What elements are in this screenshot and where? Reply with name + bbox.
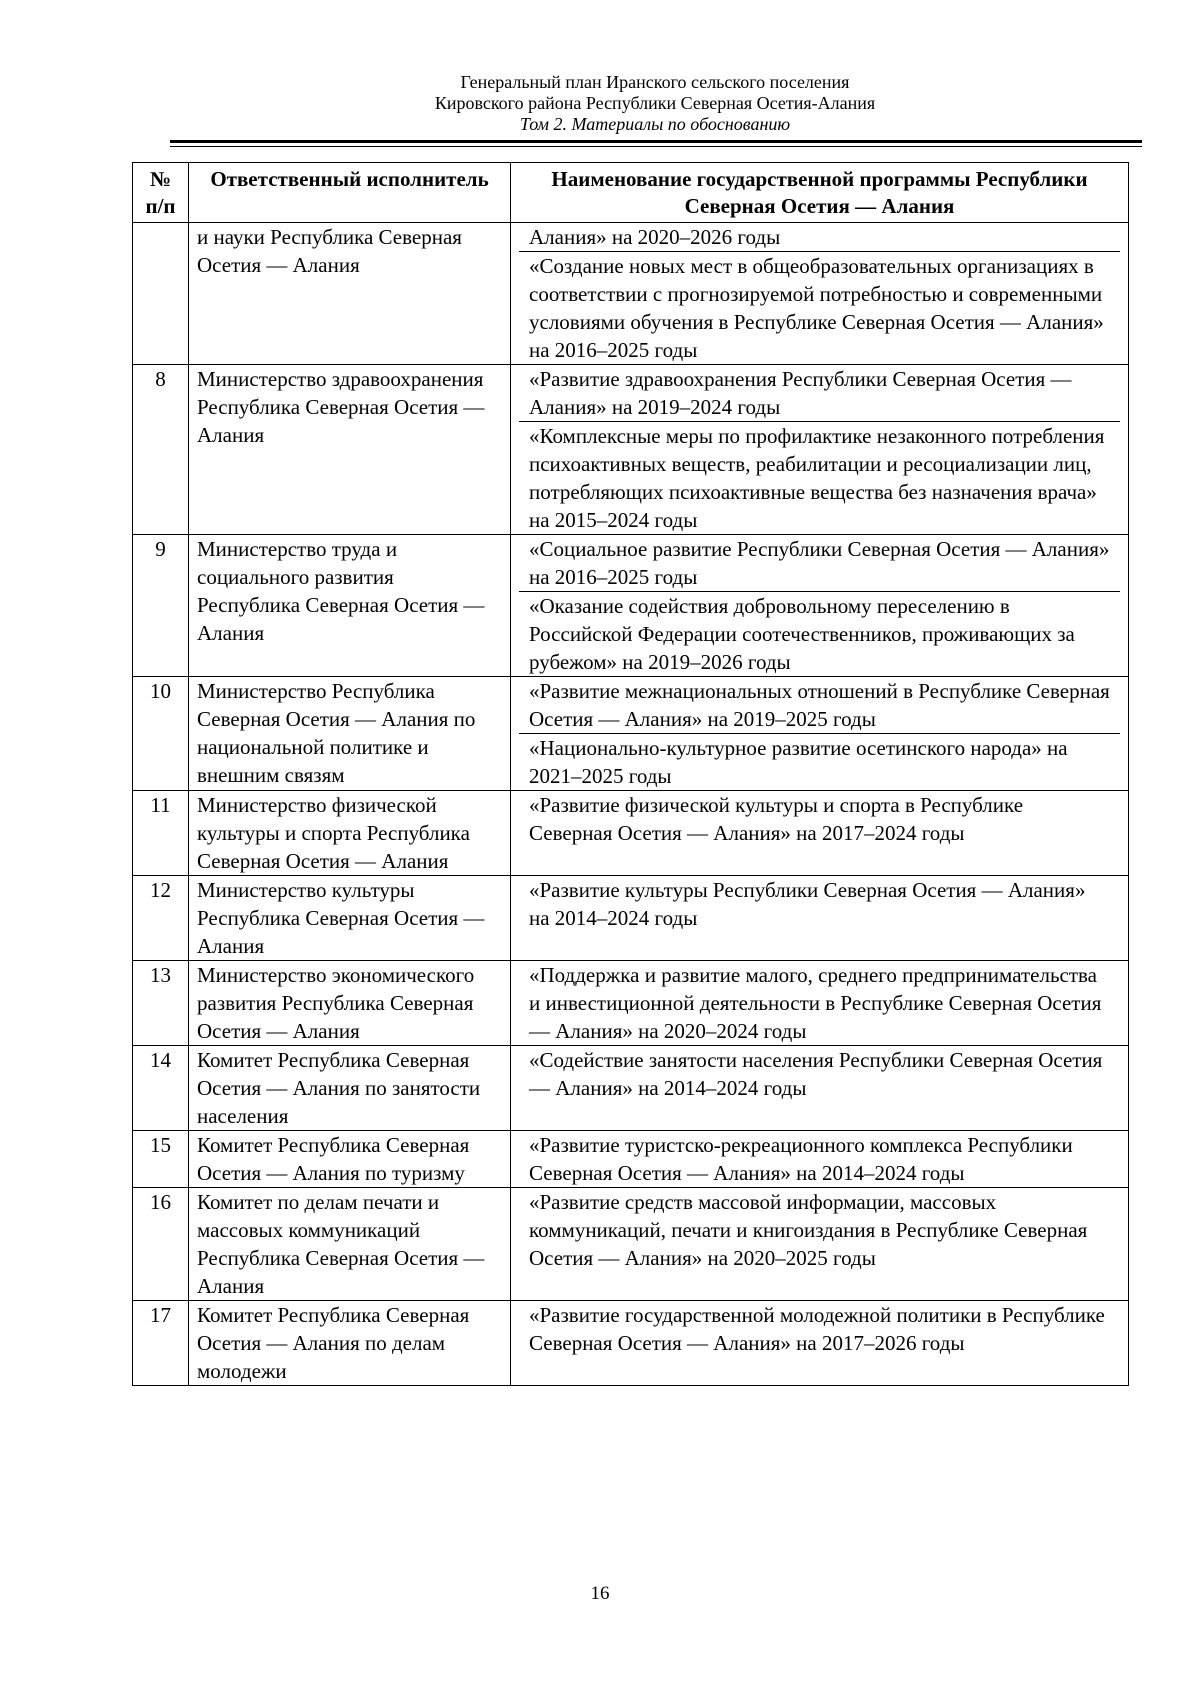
row-programs (511, 961, 1129, 1046)
row-executor: Комитет Республика Северная Осетия — Алания по занятости населения (189, 1046, 511, 1131)
row-number: 17 (133, 1301, 189, 1386)
header-line-2: Кировского района Республики Северная Осетия-Алания (434, 93, 876, 113)
header-line-1: Генеральный план Иранского сельского поселения (460, 72, 850, 92)
row-executor: Министерство экономического развития Республика Северная Осетия — Алания (189, 961, 511, 1046)
table-row (133, 535, 1129, 677)
row-executor: Комитет по делам печати и массовых коммуникаций Республика Северная Осетия — Алания (189, 1188, 511, 1301)
row-number: 16 (133, 1188, 189, 1301)
table-row (133, 876, 1129, 961)
row-programs (511, 1131, 1129, 1188)
row-programs (511, 365, 1129, 535)
row-number: 10 (133, 677, 189, 791)
table-row (133, 961, 1129, 1046)
program-name: «Национально-культурное развитие осетинского народа» на 2021–2025 годы (519, 733, 1120, 790)
program-name: «Развитие средств массовой информации, массовых коммуникаций, печати и книгоиздания в Республике Северная Осетия — Алания» на 2020–2025 годы (529, 1190, 1088, 1270)
row-number: 15 (133, 1131, 189, 1188)
table-row (133, 1046, 1129, 1131)
row-number: 14 (133, 1046, 189, 1131)
row-executor: Комитет Республика Северная Осетия — Алания по делам молодежи (189, 1301, 511, 1386)
row-programs (511, 1301, 1129, 1386)
table-row (133, 1131, 1129, 1188)
row-number: 13 (133, 961, 189, 1046)
header-rule-thick (170, 140, 1142, 143)
row-programs (511, 677, 1129, 791)
program-name: «Поддержка и развитие малого, среднего предпринимательства и инвестиционной деятельности в Республике Северная Осетия — Алания» на 2020–2024 годы (529, 963, 1102, 1043)
table-body (133, 223, 1129, 1386)
table-row (133, 1188, 1129, 1301)
row-number: 11 (133, 791, 189, 876)
header-rule-thin (170, 146, 1142, 147)
program-name: «Оказание содействия добровольному переселению в Российской Федерации соотечественников, проживающих за рубежом» на 2019–2026 годы (519, 591, 1120, 676)
table-header-row (133, 163, 1129, 223)
table-row (133, 791, 1129, 876)
program-name: Алания» на 2020–2026 годы (529, 225, 781, 249)
row-programs (511, 1188, 1129, 1301)
program-name: «Развитие межнациональных отношений в Республике Северная Осетия — Алания» на 2019–2025 годы (529, 679, 1110, 731)
row-executor: Министерство труда и социального развития Республика Северная Осетия — Алания (189, 535, 511, 677)
table-row (133, 223, 1129, 365)
row-executor: Министерство Республика Северная Осетия — Алания по национальной политике и внешним связям (189, 677, 511, 791)
program-name: «Комплексные меры по профилактике незаконного потребления психоактивных веществ, реабилитации и ресоциализации лиц, потребляющих психоактивные вещества без назначения врача» на 2015–2024 годы (519, 421, 1120, 534)
row-executor: Министерство здравоохранения Республика Северная Осетия — Алания (189, 365, 511, 535)
table-row (133, 1301, 1129, 1386)
page-header (170, 72, 1140, 135)
row-executor: и науки Республика Северная Осетия — Алания (189, 223, 511, 365)
table-row (133, 365, 1129, 535)
row-number: 12 (133, 876, 189, 961)
row-number: 8 (133, 365, 189, 535)
program-name: «Развитие культуры Республики Северная Осетия — Алания» на 2014–2024 годы (529, 878, 1086, 930)
row-programs (511, 876, 1129, 961)
page-number: 16 (590, 1583, 610, 1604)
program-name: «Развитие государственной молодежной политики в Республике Северная Осетия — Алания» на 2017–2026 годы (529, 1303, 1105, 1355)
programs-table (132, 162, 1129, 1386)
row-number (133, 223, 189, 365)
row-number: 9 (133, 535, 189, 677)
table-row (133, 677, 1129, 791)
program-name: «Развитие здравоохранения Республики Северная Осетия — Алания» на 2019–2024 годы (529, 367, 1072, 419)
row-programs (511, 223, 1129, 365)
program-name: «Создание новых мест в общеобразовательных организациях в соответствии с прогнозируемой потребностью и современными условиями обучения в Республике Северная Осетия — Алания» на 2016–2025 годы (519, 251, 1120, 364)
program-name: «Содействие занятости населения Республики Северная Осетия — Алания» на 2014–2024 годы (529, 1048, 1103, 1100)
row-executor: Комитет Республика Северная Осетия — Алания по туризму (189, 1131, 511, 1188)
column-header-executor: Ответственный исполнитель (189, 163, 511, 223)
header-line-3: Том 2. Материалы по обоснованию (519, 114, 791, 134)
column-header-program: Наименование государственной программы Республики Северная Осетия — Алания (511, 163, 1129, 223)
program-name: «Развитие туристско-рекреационного комплекса Республики Северная Осетия — Алания» на 2014–2024 годы (529, 1133, 1073, 1185)
row-programs (511, 1046, 1129, 1131)
row-executor: Министерство физической культуры и спорта Республика Северная Осетия — Алания (189, 791, 511, 876)
row-programs (511, 535, 1129, 677)
program-name: «Развитие физической культуры и спорта в Республике Северная Осетия — Алания» на 2017–2024 годы (529, 793, 1024, 845)
column-header-number: № п/п (133, 163, 189, 223)
row-programs (511, 791, 1129, 876)
row-executor: Министерство культуры Республика Северная Осетия — Алания (189, 876, 511, 961)
program-name: «Социальное развитие Республики Северная Осетия — Алания» на 2016–2025 годы (529, 537, 1110, 589)
